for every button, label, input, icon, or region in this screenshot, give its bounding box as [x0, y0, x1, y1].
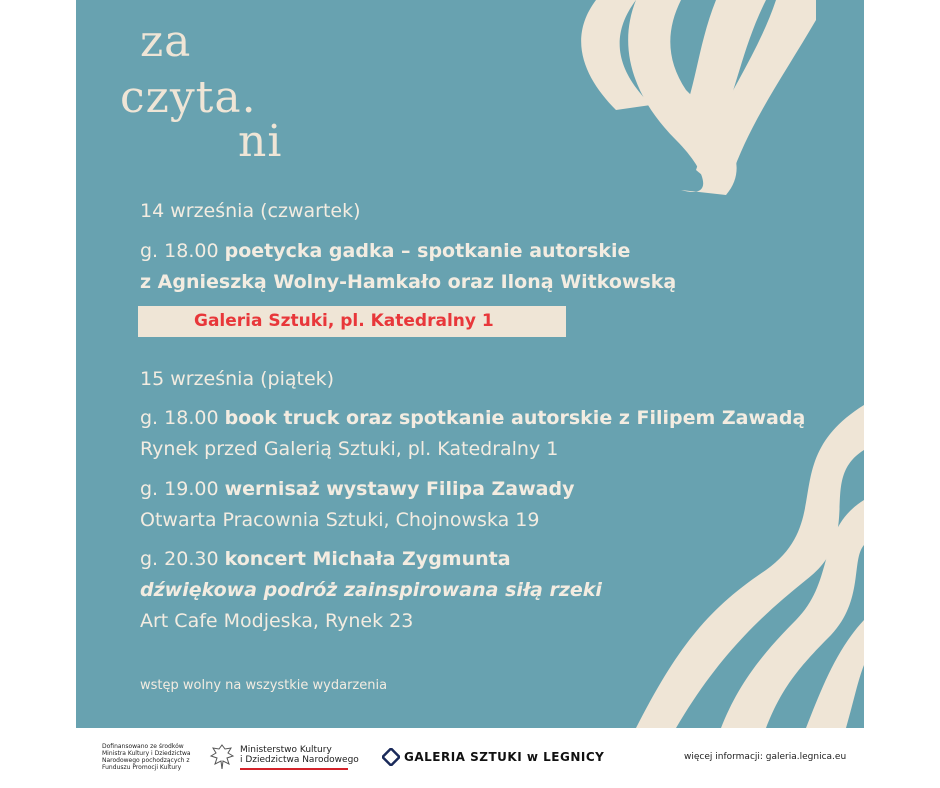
event-3-title: wernisaż wystawy Filipa Zawady [224, 478, 575, 500]
event-3-line [140, 478, 574, 500]
day1-venue: Galeria Sztuki, pl. Katedralny 1 [194, 311, 494, 331]
ministry-line-1: Ministerstwo Kultury [240, 745, 332, 755]
ministry-line-2: i Dziedzictwa Narodowego [240, 755, 359, 765]
day2-date: 15 września (piątek) [140, 368, 335, 390]
event-2-time: g. 18.00 [140, 407, 219, 429]
event-2-venue: Rynek przed Galerią Sztuki, pl. Katedralny 1 [140, 438, 559, 460]
day1-time: g. 18.00 [140, 240, 219, 262]
event-4-line [140, 548, 511, 570]
gallery-logo-text: GALERIA SZTUKI w LEGNICY [404, 750, 605, 764]
ministry-logo-text [240, 745, 359, 765]
logo-line-1: za [140, 16, 192, 67]
event-2-line [140, 407, 805, 429]
event-2-title: book truck oraz spotkanie autorskie z Filipem Zawadą [224, 407, 806, 429]
free-entry-note: wstęp wolny na wszystkie wydarzenia [140, 678, 388, 693]
event-4-time: g. 20.30 [140, 548, 219, 570]
gallery-diamond-icon [382, 748, 400, 766]
event-4-title: koncert Michała Zygmunta [224, 548, 511, 570]
more-info-link[interactable]: więcej informacji: galeria.legnica.eu [684, 752, 847, 762]
day1-title-line2: z Agnieszką Wolny-Hamkało oraz Iloną Witkowską [140, 271, 677, 293]
day1-event-line1 [140, 240, 630, 262]
event-poster [76, 0, 864, 728]
ministry-red-bar [240, 768, 348, 770]
day1-venue-box [138, 306, 566, 337]
day1-title: poetycka gadka – spotkanie autorskie [224, 240, 631, 262]
polish-eagle-icon [208, 742, 236, 772]
day1-date: 14 września (czwartek) [140, 200, 361, 222]
funding-note: Dofinansowano ze środków Ministra Kultury i Dziedzictwa Narodowego pochodzących z Funduszu Promocji Kultury [102, 743, 191, 771]
logo-line-2: czyta. [120, 72, 257, 123]
event-4-venue: Art Cafe Modjeska, Rynek 23 [140, 610, 414, 632]
logo-line-3: ni [238, 116, 283, 167]
event-3-time: g. 19.00 [140, 478, 219, 500]
event-3-venue: Otwarta Pracownia Sztuki, Chojnowska 19 [140, 509, 540, 531]
event-4-subtitle: dźwiękowa podróż zainspirowana siłą rzeki [140, 579, 602, 601]
